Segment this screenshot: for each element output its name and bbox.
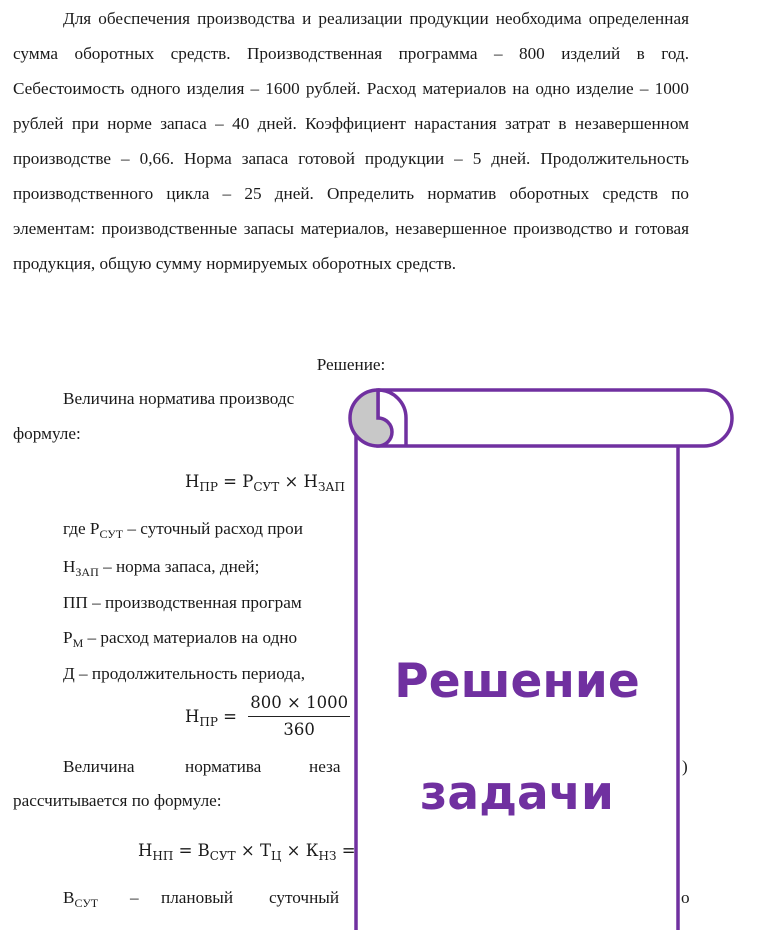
problem-statement: Для обеспечения производства и реализации продукции необходима определенная сумма оборотных средств. Производственная программа – 800 изделий в год. Себестоимость одного изделия – 1600 рублей. Расход материалов на одно изделие – 1000 рублей при норме запаса – 40 дней. Коэффициент нарастания затрат в незавершенном производстве – 0,66. Норма запаса готовой продукции – 5 дней. Продолжительность производственного цикла – 25 дней. Определить норматив оборотных средств по элементам: производственные запасы материалов, незавершенное производство и готовая продукция, общую сумму нормируемых оборотных средств. — [13, 9, 689, 273]
fraction: $\frac{800 \times 1000}{360}$ — [250, 693, 349, 739]
definition-line: $Н_{ЗАП}$ – норма запаса, дней; — [63, 557, 260, 579]
formula-stock-norm: $Н_{ПР} = Р_{СУТ} \times Н_{ЗАП}$ — [185, 472, 345, 494]
definition-word: о — [681, 888, 690, 907]
definition-word: плановый — [161, 888, 234, 907]
definition-word: $В_{СУТ}$ — [63, 888, 99, 910]
text-line-word: неза — [309, 757, 341, 776]
solution-heading: Решение: — [316, 355, 386, 374]
text-line-word: норматива — [185, 757, 262, 776]
definition-line: Д – продолжительность периода, — [63, 664, 306, 683]
definition-line: где $Р_{СУТ}$ – суточный расход прои — [63, 519, 303, 541]
text-line: формуле: — [13, 424, 81, 443]
definition-line: ПП – производственная програм — [63, 593, 302, 612]
scroll-title-line: задачи — [420, 766, 614, 821]
scroll-top-roll — [378, 390, 732, 446]
text-line-word: Величина — [63, 757, 135, 776]
scroll-title — [356, 626, 678, 850]
formula-wip-norm: $Н_{НП} = В_{СУТ} \times Т_Ц \times К_{НЗ}$ = — [138, 841, 356, 863]
definition-word: суточный — [269, 888, 340, 907]
formula-stock-calc: $Н_{ПР}$ = $\frac{800 \times 1000}{360}$ — [185, 692, 350, 743]
scroll-banner — [348, 388, 738, 930]
text-line: Величина норматива производс — [63, 389, 295, 408]
text-line: рассчитывается по формуле: — [13, 791, 222, 810]
definition-line: $Р_М$ – расход материалов на одно — [63, 628, 298, 650]
definition-word: – — [130, 888, 139, 907]
scroll-title-line: Решение — [394, 654, 640, 709]
text-line-word: ) — [682, 757, 688, 776]
